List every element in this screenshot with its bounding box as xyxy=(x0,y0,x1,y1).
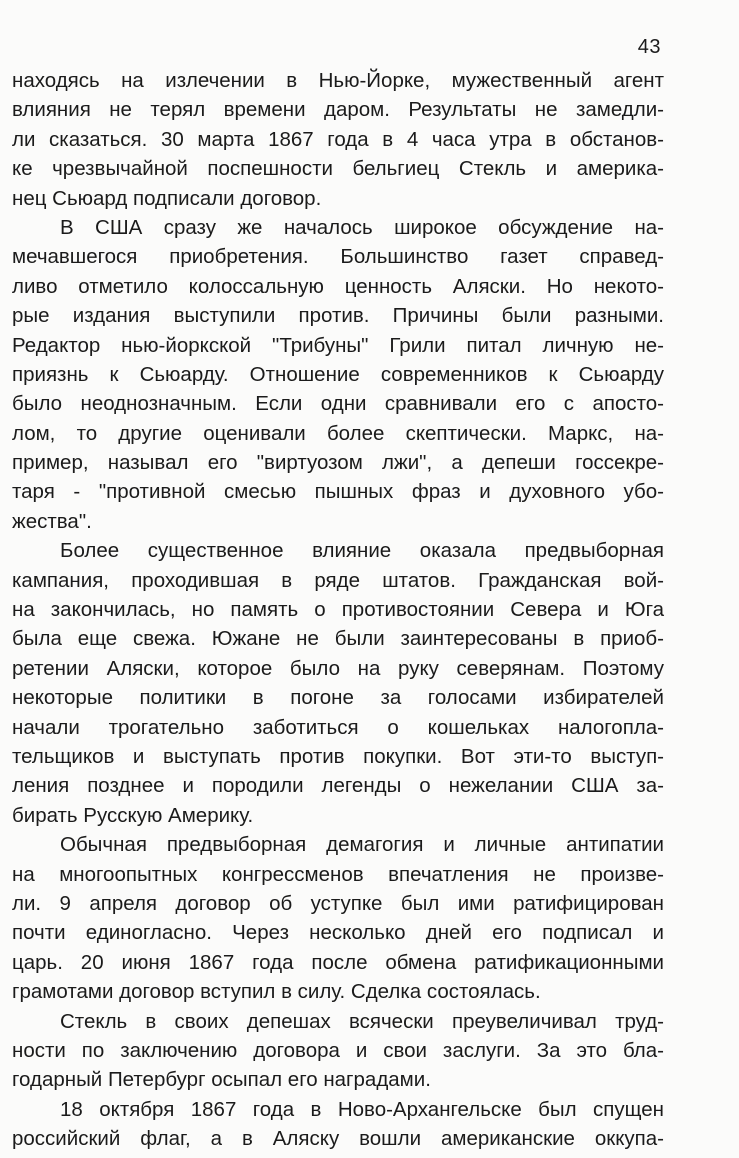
text-line: ности по заключению договора и свои заслуги. За это бла- xyxy=(12,1038,664,1062)
text-line: приязнь к Сьюарду. Отношение современников к Сьюарду xyxy=(12,362,664,386)
text-line: ления позднее и породили легенды о нежелании США за- xyxy=(12,774,664,798)
text-line: на многоопытных конгрессменов впечатления не произве- xyxy=(12,862,664,886)
text-line: В США сразу же началось широкое обсуждение на- xyxy=(60,215,664,239)
text-line: Более существенное влияние оказала предвыборная xyxy=(60,539,664,563)
text-line: влияния не терял времени даром. Результаты не замедли- xyxy=(12,98,664,122)
text-line: кампания, проходившая в ряде штатов. Гражданская вой- xyxy=(12,568,664,592)
text-line: на закончилась, но память о противостоянии Севера и Юга xyxy=(12,598,664,622)
text-line: начали трогательно заботиться о кошельках налогопла- xyxy=(12,715,664,739)
text-line: 18 октября 1867 года в Ново-Архангельске был спущен xyxy=(60,1097,664,1121)
text-line: ливо отметило колоссальную ценность Аляски. Но некото- xyxy=(12,274,664,298)
text-line: бирать Русскую Америку. xyxy=(12,803,254,827)
text-line: ке чрезвычайной поспешности бельгиец Стекль и америка- xyxy=(12,157,664,181)
text-line: было неоднозначным. Если одни сравнивали его с апосто- xyxy=(12,392,664,416)
text-line: тельщиков и выступать против покупки. Вот эти-то выступ- xyxy=(12,744,664,768)
text-line: Редактор нью-йоркской "Трибуны" Грили питал личную не- xyxy=(12,333,664,357)
body-text xyxy=(12,66,664,1153)
text-line: мечавшегося приобретения. Большинство газет справед- xyxy=(12,245,664,269)
text-line: почти единогласно. Через несколько дней его подписал и xyxy=(12,921,664,945)
text-line: ли. 9 апреля договор об уступке был ими ратифицирован xyxy=(12,891,664,915)
text-line: ли сказаться. 30 марта 1867 года в 4 часа утра в обстанов- xyxy=(12,127,664,151)
text-line: рые издания выступили против. Причины были разными. xyxy=(12,304,664,328)
text-line: жества". xyxy=(12,509,92,533)
text-line: нец Сьюард подписали договор. xyxy=(12,186,322,210)
text-line: таря - "противной смесью пышных фраз и духовного убо- xyxy=(12,480,664,504)
text-line: царь. 20 июня 1867 года после обмена ратификационными xyxy=(12,950,664,974)
text-line: пример, называл его "виртуозом лжи", а депеши госсекре- xyxy=(12,451,664,475)
text-line: некоторые политики в погоне за голосами избирателей xyxy=(12,686,664,710)
text-line: Стекль в своих депешах всячески преувеличивал труд- xyxy=(60,1009,664,1033)
text-line: российский флаг, а в Аляску вошли американские оккупа- xyxy=(12,1127,664,1151)
text-line: лом, то другие оценивали более скептически. Маркс, на- xyxy=(12,421,664,445)
text-line: ретении Аляски, которое было на руку северянам. Поэтому xyxy=(12,656,664,680)
page-number: 43 xyxy=(637,36,661,58)
text-line: грамотами договор вступил в силу. Сделка состоялась. xyxy=(12,980,541,1004)
text-line: Обычная предвыборная демагогия и личные антипатии xyxy=(60,833,664,857)
text-line: была еще свежа. Южане не были заинтересованы в приоб- xyxy=(12,627,664,651)
text-line: находясь на излечении в Нью-Йорке, мужественный агент xyxy=(12,69,664,92)
text-line: годарный Петербург осыпал его наградами. xyxy=(12,1068,431,1092)
